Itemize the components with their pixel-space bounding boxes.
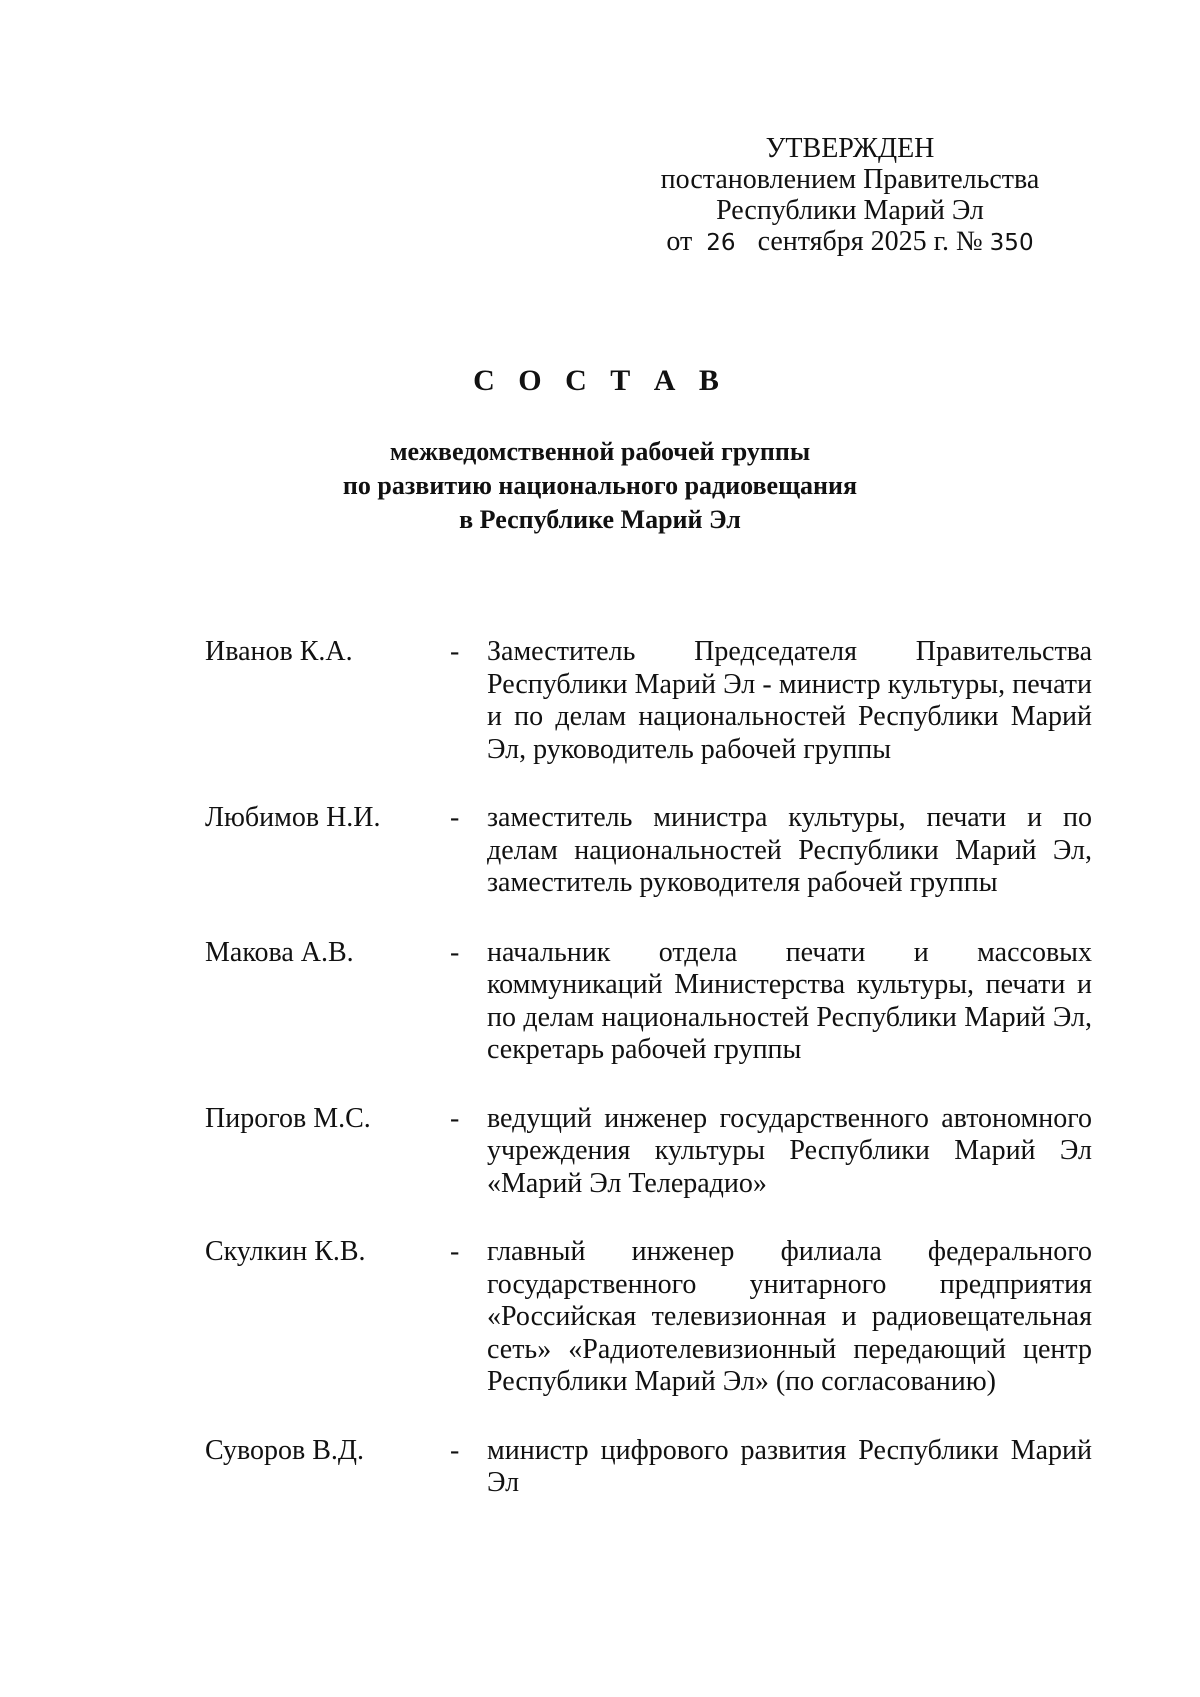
date-month-year: сентября 2025 г. [757, 226, 949, 257]
member-name: Любимов Н.И. [205, 802, 381, 833]
approval-line-1: постановлением Правительства [660, 164, 1040, 195]
date-day: 26 [706, 230, 736, 256]
member-dash: - [450, 1102, 460, 1134]
member-role: ведущий инженер государственного автономного учреждения культуры Республики Марий Эл «Марий Эл Телерадио» [487, 1102, 1092, 1199]
subtitle-line-3: в Республике Марий Эл [459, 505, 741, 534]
subtitle-line-2: по развитию национального радиовещания [342, 471, 858, 500]
member-name: Макова А.В. [205, 936, 354, 968]
approval-date-line [640, 226, 1060, 259]
member-role: министр цифрового развития Республики Марий Эл [487, 1434, 1092, 1498]
member-dash: - [450, 1236, 460, 1267]
member-dash: - [450, 636, 460, 667]
member-row [205, 1236, 1095, 1399]
member-row [205, 1103, 1095, 1201]
member-row [205, 802, 1095, 900]
approval-block [640, 133, 1060, 259]
member-dash: - [450, 802, 460, 833]
member-role: Заместитель Председателя Правительства Республики Марий Эл - министр культуры, печати и по делам национальностей Республики Марий Эл, руководитель рабочей группы [487, 636, 1092, 765]
member-name: Пирогов М.С. [205, 1102, 371, 1134]
member-list [205, 636, 1095, 1500]
document-number: 350 [989, 230, 1034, 256]
approval-line-2: Республики Марий Эл [716, 195, 984, 226]
member-row [205, 1435, 1095, 1500]
date-prefix: от [666, 226, 693, 257]
member-row [205, 937, 1095, 1067]
member-name: Иванов К.А. [205, 636, 353, 667]
member-name: Суворов В.Д. [205, 1434, 365, 1466]
member-dash: - [450, 936, 460, 968]
document-title: С О С Т А В [473, 364, 727, 397]
member-name: Скулкин К.В. [205, 1236, 366, 1267]
member-role: заместитель министра культуры, печати и по делам национальностей Республики Марий Эл, заместитель руководителя рабочей группы [487, 802, 1092, 898]
member-role: главный инженер филиала федерального государственного унитарного предприятия «Российская телевизионная и радиовещательная сеть» «Радиотелевизионный передающий центр Республики Марий Эл» (по согласованию) [487, 1236, 1092, 1397]
subtitle-line-1: межведомственной рабочей группы [389, 437, 811, 466]
member-role: начальник отдела печати и массовых коммуникаций Министерства культуры, печати и по делам национальностей Республики Марий Эл, секретарь рабочей группы [487, 936, 1092, 1065]
document-subtitle [0, 435, 1200, 537]
member-dash: - [450, 1434, 460, 1466]
number-sign: № [955, 226, 983, 257]
member-row [205, 636, 1095, 766]
approval-title: УТВЕРЖДЕН [765, 133, 935, 164]
